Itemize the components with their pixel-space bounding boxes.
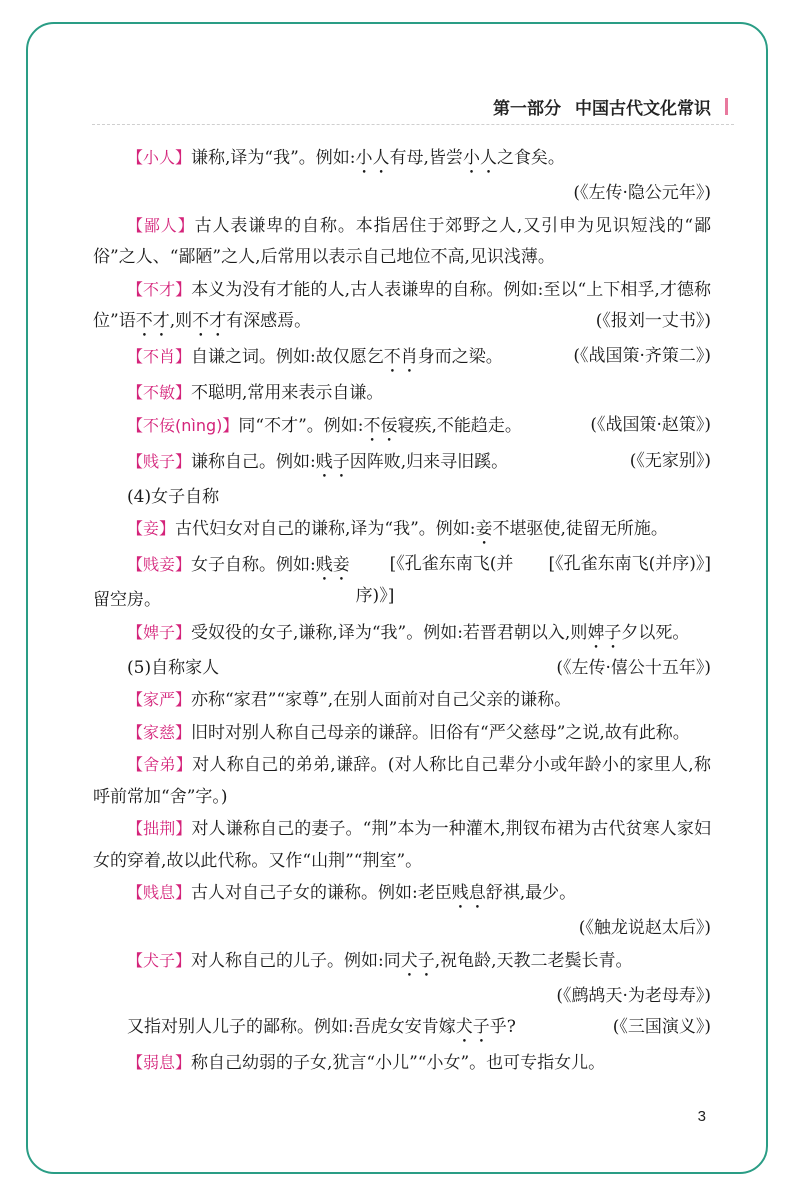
term: 【家慈】 — [127, 722, 192, 742]
entry-quanzi-extra: 又指对别人儿子的鄙称。例如:吾虎女安肯嫁犬子乎? (《三国演义》) — [93, 1012, 711, 1047]
source-citation: (《无家别》) — [629, 450, 711, 471]
term: 【拙荆】 — [127, 819, 192, 838]
entry-ruoxi: 【弱息】称自己幼弱的子女,犹言“小儿”“小女”。也可专指女儿。 — [127, 1053, 606, 1073]
entry-quanzi: 【犬子】对人称自己的儿子。例如:同犬子,祝龟龄,天教二老鬓长青。 — [127, 950, 633, 971]
entry-biren: 【鄙人】古人表谦卑的自称。本指居住于郊野之人,又引申为见识短浅的“鄙俗”之人、“鄙陋”之人,后常用以表示自己地位不高,见识浅薄。 — [93, 215, 711, 267]
source-citation: (《鹧鸪天·为老母寿》) — [556, 985, 711, 1006]
running-header — [493, 94, 728, 119]
entry-jiayan: 【家严】亦称“家君”“家尊”,在别人面前对自己父亲的谦称。 — [127, 690, 572, 710]
term: 【不才】 — [127, 279, 192, 299]
entry-bumin: 【不敏】不聪明,常用来表示自谦。 — [127, 383, 384, 403]
term: 【婢子】 — [127, 622, 192, 642]
page-number: 3 — [697, 1108, 706, 1125]
entry-qie: 【妾】古代妇女对自己的谦称,译为“我”。例如:妾不堪驱使,徒留无所施。 [《孔雀东南飞(并序)》] — [93, 513, 711, 549]
source-citation: [《孔雀东南飞(并序)》] — [355, 554, 514, 606]
header-part: 第一部分 — [493, 99, 561, 119]
term: 【家严】 — [127, 690, 192, 709]
section-heading: (4)女子自称 — [127, 486, 220, 507]
term: 【贱子】 — [127, 451, 192, 471]
source-citation: (《左传·僖公十五年》) — [556, 657, 711, 678]
term: 【弱息】 — [127, 1053, 192, 1072]
source-citation: (《战国策·齐策二》) — [573, 346, 711, 366]
source-citation: (《触龙说赵太后》) — [578, 918, 711, 938]
source-citation: (《报刘一丈书》) — [595, 311, 711, 331]
term: 【贱息】 — [127, 883, 192, 902]
entry-jianxi: 【贱息】古人对自己子女的谦称。例如:老臣贱息舒祺,最少。 — [127, 883, 577, 903]
header-divider — [92, 124, 734, 125]
source-citation: (《战国策·赵策》) — [590, 414, 711, 435]
entry-shedi: 【舍弟】对人称自己的弟弟,谦辞。(对人称比自己辈分小或年龄小的家里人,称呼前常加“舍”字。) — [93, 755, 711, 807]
entry-buning: 【不佞(nìng)】同“不才”。例如:不佞寝疾,不能趋走。 (《战国策·赵策》) — [93, 410, 711, 446]
entry-jiaci: 【家慈】旧时对别人称自己母亲的谦辞。旧俗有“严父慈母”之说,故有此称。 — [127, 722, 690, 743]
term: 【犬子】 — [127, 950, 192, 970]
entry-bucai: 【不才】本义为没有才能的人,古人表谦卑的自称。例如:至以“上下相孚,才德称位”语不才,则不才有深感焉。 (《报刘一丈书》) — [93, 274, 711, 342]
entry-buxiao: 【不肖】自谦之词。例如:故仅愿乞不肖身而之梁。 (《战国策·齐策二》) — [93, 341, 711, 377]
source-citation: [《孔雀东南飞(并序)》] — [548, 554, 711, 574]
source-citation: (《左传·隐公元年》) — [573, 183, 711, 203]
term: 【鄙人】 — [127, 215, 195, 235]
main-text — [93, 142, 711, 1080]
entry-zhuojing: 【拙荆】对人谦称自己的妻子。“荆”本为一种灌木,荆钗布裙为古代贫寒人家妇女的穿着,故以此代称。又作“山荆”“荆室”。 — [93, 819, 711, 871]
header-title: 中国古代文化常识 — [575, 99, 711, 119]
entry-jianqie: 【贱妾】女子自称。例如:贱妾留空房。 [《孔雀东南飞(并序)》] — [93, 549, 514, 617]
entry-jianzi: 【贱子】谦称自己。例如:贱子因阵败,归来寻旧蹊。 (《无家别》) — [93, 446, 711, 482]
term: 【贱妾】 — [127, 555, 192, 574]
header-accent-bar — [725, 98, 728, 115]
term: 【妾】 — [127, 519, 176, 538]
term: 【舍弟】 — [127, 755, 193, 774]
entry-xiaoren: 【小人】谦称,译为“我”。例如:小人有母,皆尝小人之食矣。 — [127, 148, 565, 168]
entry-bizi: 【婢子】受奴役的女子,谦称,译为“我”。例如:若晋君朝以入,则婢子夕以死。 (《左传·僖公十五年》) — [93, 617, 711, 653]
term: 【不肖】 — [127, 347, 192, 366]
section-heading: (5)自称家人 — [127, 657, 220, 678]
term: 【小人】 — [127, 148, 192, 167]
term: 【不敏】 — [127, 383, 192, 402]
term: 【不佞(nìng)】 — [127, 415, 239, 435]
source-citation: (《三国演义》) — [612, 1017, 711, 1037]
